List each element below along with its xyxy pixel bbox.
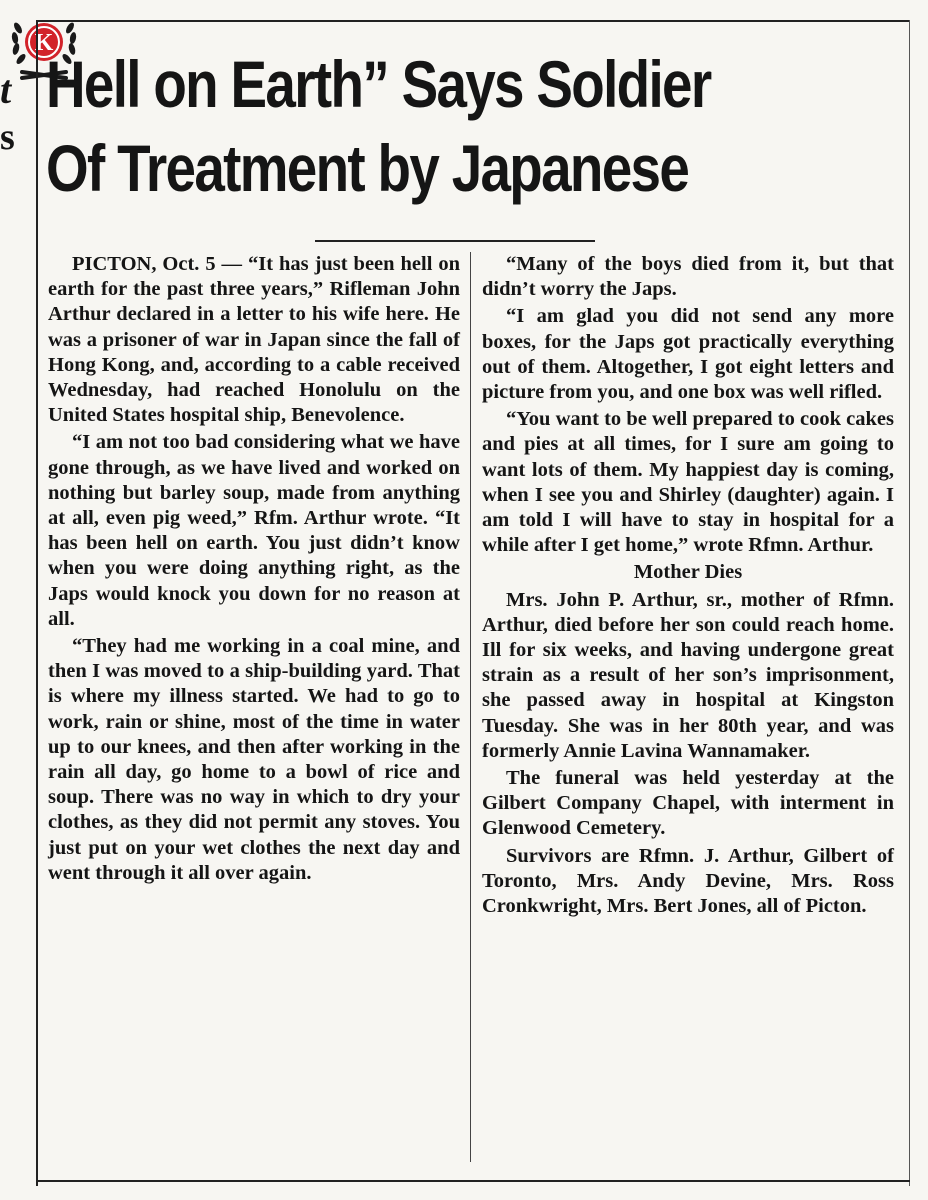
bottom-border <box>36 1180 910 1182</box>
logo-letter: K <box>34 30 54 56</box>
paragraph: “Many of the boys died from it, but that didn’t worry the Japs. <box>482 253 894 301</box>
paragraph: “You want to be well prepared to cook cakes and pies at all times, for I sure am going to want lots of them. My happiest day is coming, when I see you and Shirley (daughter) again. I am told I will have to stay in hospital for a while after I get home,” wrote Rfmn. Arthur. <box>482 408 894 557</box>
left-border <box>36 20 38 1186</box>
paragraph: “I am glad you did not send any more boxes, for the Japs got practically everything out of them. Altogether, I got eight letters and picture from you, and one box was well rifled. <box>482 305 894 404</box>
subheading: Mother Dies <box>633 561 743 584</box>
paragraph: Mrs. John P. Arthur, sr., mother of Rfmn. Arthur, died before her son could reach home. Ill for six weeks, and having undergone great strain as a result of her son’s imprisonment, she passed away in hospital at Kingston Tuesday. She was in her 80th year, and was formerly Annie Lavina Wannamaker. <box>482 588 894 762</box>
left-edge-fragment-1: t <box>0 67 12 112</box>
column-divider <box>470 252 471 1162</box>
paragraph: “I am not too bad considering what we have gone through, as we have lived and worked on nothing but barley soup, made from anything at all, even pig weed,” Rfm. Arthur wrote. “It has been hell on earth. You just didn’t know when you were doing anything right, as the Japs would knock you down for no reason at all. <box>48 431 460 630</box>
left-edge-fragment-2: s <box>0 116 15 158</box>
paragraph: PICTON, Oct. 5 — “It has just been hell on earth for the past three years,” Rifleman John Arthur declared in a letter to his wife here. He was a prisoner of war in Japan since the fall of Hong Kong, and, according to a cable received Wednesday, had reached Honolulu on the United States hospital ship, Benevolence. <box>48 253 460 427</box>
paragraph: The funeral was held yesterday at the Gilbert Company Chapel, with interment in Glenwood Cemetery. <box>482 767 894 840</box>
paragraph: Survivors are Rfmn. J. Arthur, Gilbert of Toronto, Mrs. Andy Devine, Mrs. Ross Cronkwright, Mrs. Bert Jones, all of Picton. <box>482 844 894 918</box>
top-border <box>36 20 910 22</box>
headline-divider <box>315 240 595 242</box>
right-border <box>909 20 910 1186</box>
headline-line-2: Of Treatment by Japanese <box>46 131 689 205</box>
paragraph: “They had me working in a coal mine, and then I was moved to a ship-building yard. That is where my illness started. We had to go to work, rain or shine, most of the time in water up to our knees, and then after working in the rain all day, go home to a bowl of rice and soup. There was no way in which to dry your clothes, as they did not permit any stoves. You just put on your wet clothes the next day and went through it all over again. <box>48 635 460 884</box>
article-column-1 <box>48 252 460 886</box>
article-column-2 <box>482 252 894 919</box>
headline-line-1: Hell on Earth” Says Soldier <box>46 47 711 121</box>
